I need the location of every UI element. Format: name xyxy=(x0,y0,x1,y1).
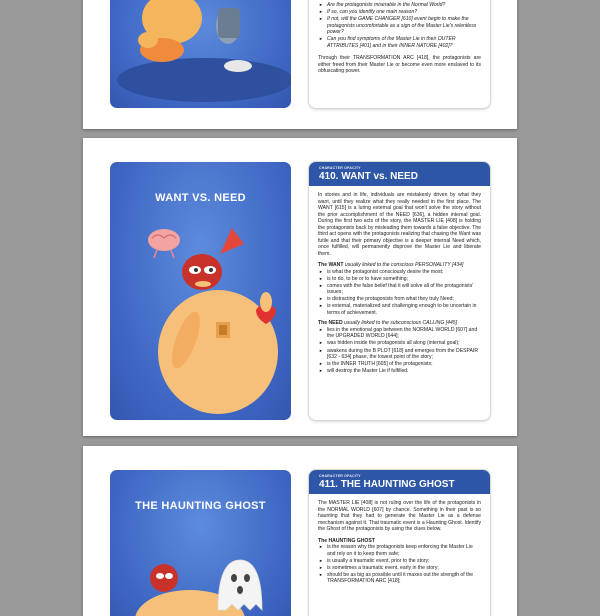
want-heading: The WANT usually linked to the conscious PERSONALITY [434] xyxy=(318,262,464,268)
card-header xyxy=(309,470,490,494)
question-list xyxy=(318,2,481,49)
card-text-2 xyxy=(309,162,490,420)
need-heading: The NEED usually linked to the subconscious CALLING [445] xyxy=(318,320,458,327)
list-item: ► If so, can you identify one main reason? xyxy=(327,9,481,16)
page-1 xyxy=(83,0,517,129)
list-item: ► will destroy the Master Lie if fulfilled. xyxy=(327,368,481,375)
list-item: ► If not, will the GAME CHANGER [610] event begin to make the protagonists uncomfortable as a sign of the Master Lie's relentless power? xyxy=(327,16,481,36)
list-item: ► comes with the false belief that it will solve all of the protagonists' issues; xyxy=(327,283,481,296)
list-item: ► is external, materialized and challenging enough to be uncertain in terms of achievement. xyxy=(327,303,481,316)
list-item: ► is the reason why the protagonists keep enforcing the Master Lie and rely on it to keep them safe; xyxy=(327,544,481,557)
haunting-ghost-illustration xyxy=(110,470,291,616)
illustration-title: WANT VS. NEED xyxy=(155,192,246,204)
ghost-icon xyxy=(218,560,262,610)
brain-icon xyxy=(148,229,180,258)
card-category: CHARACTER OPACITY xyxy=(319,474,361,478)
list-item: ► is to do, to be or to have something; xyxy=(327,276,481,283)
card-title: 411. THE HAUNTING GHOST xyxy=(319,479,455,490)
intro-paragraph: The MASTER LIE [408] is not ruling over the life of the protagonists in the NORMAL WORLD [607] by chance. Something in their past is so haunting that they had to generate the Master Lie as a defense mechanism against it. That traumatic event is a Haunting Ghost. Identify the Ghost of the protagonists by using the clues below. xyxy=(318,500,481,532)
card-illustration-2 xyxy=(110,162,291,420)
ghost-heading: The HAUNTING GHOST xyxy=(318,537,375,544)
card-illustration-3 xyxy=(110,470,291,616)
list-item: ► is usually a traumatic event, prior to the story; xyxy=(327,558,481,565)
card-category: CHARACTER OPACITY xyxy=(319,166,361,170)
list-item: ► is sometimes a traumatic event, early in the story; xyxy=(327,565,481,572)
card-text-3 xyxy=(309,470,490,616)
closing-paragraph: Through their TRANSFORMATION ARC [418], the protagonists are either freed from their Master Lie or become even more enslaved to its obfuscating power. xyxy=(318,55,481,75)
page-3 xyxy=(83,446,517,616)
list-item: ► Are the protagonists miserable in the Normal World? xyxy=(327,2,481,9)
intro-paragraph: In stories and in life, individuals are mistakenly driven by what they want, until they realize what they really needed in the first place. The WANT [615] is a luring external goal that won't solve the story without the prior accomplishment of the NEED [636], a hidden internal goal. During the first two acts of the story, the MASTER LIE [408] is holding the protagonists back by misleading them towards a false objective. The third act opens with the protagonists realizing that chasing the Want was futile and that their primary objective is a deeper internal Need which, once fulfilled, will permanently disprove the Master Lie and liberate them. xyxy=(318,192,481,257)
want-list xyxy=(318,269,481,317)
list-item: ► awakens during the B PLOT [618] and emerges from the DESPAIR [632 - 634] phase, the lowest point of the story; xyxy=(327,348,481,361)
list-item: ► should be as big as possible until it maxes out the strength of the TRANSFORMATION ARC [418]; xyxy=(327,572,481,585)
list-item: ► lies in the emotional gap between the NORMAL WORLD [607] and the UPGRADED WORLD [644]; xyxy=(327,327,481,340)
list-item: ► Can you find symptoms of the Master Lie in their OUTER ATTRIBUTES [401] and in their INNER NATURE [402]? xyxy=(327,36,481,49)
card-title: 410. WANT vs. NEED xyxy=(319,171,418,182)
list-item: ► is what the protagonist consciously desire the most; xyxy=(327,269,481,276)
illustration-title: THE HAUNTING GHOST xyxy=(135,500,266,512)
card-header xyxy=(309,162,490,186)
ghost-list xyxy=(318,544,481,585)
need-list xyxy=(318,327,481,375)
page-2 xyxy=(83,138,517,436)
list-item: ► was hidden inside the protagonists all along (internal goal); xyxy=(327,340,481,347)
want-vs-need-illustration xyxy=(110,162,291,420)
list-item: ► is the INNER TRUTH [605] of the protagonists; xyxy=(327,361,481,368)
list-item: ► is distracting the protagonists from what they truly Need; xyxy=(327,296,481,303)
card-text-1 xyxy=(309,0,490,108)
character-illustration xyxy=(110,0,291,108)
card-illustration-1 xyxy=(110,0,291,108)
